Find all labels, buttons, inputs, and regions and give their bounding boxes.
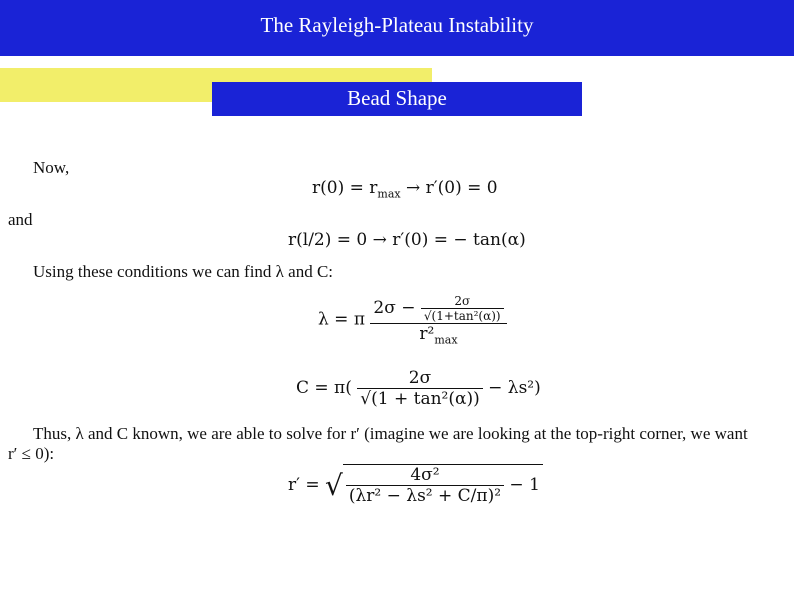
eq1-tail: → r′(0) = 0 <box>400 178 498 198</box>
eq3-inner-den: √(1+tan²(α)) <box>421 308 504 323</box>
eq3-inner-num: 2σ <box>454 294 471 308</box>
sqrt-icon: √ <box>325 469 343 502</box>
slide-title: The Rayleigh-Plateau Instability <box>0 0 794 56</box>
eq3-den-main: r² <box>419 324 435 344</box>
eq5-fraction <box>346 465 504 506</box>
text-and: and <box>8 210 33 229</box>
eq3-fraction <box>370 294 506 346</box>
equation-lambda <box>318 294 507 346</box>
eq3-inner-fraction <box>421 294 504 323</box>
eq5-radicand <box>343 464 543 506</box>
text-now: Now, <box>33 158 70 177</box>
eq4-denominator: √(1 + tan²(α)) <box>357 388 482 409</box>
text-using: Using these conditions we can find λ and C: <box>33 262 334 281</box>
eq3-denominator <box>370 323 506 346</box>
eq3-num-a: 2σ − <box>373 298 416 318</box>
eq5-denominator: (λr² − λs² + C/π)² <box>346 485 504 506</box>
eq4-lhs: C = π( <box>296 378 352 398</box>
section-title: Bead Shape <box>212 82 582 116</box>
eq5-numerator: 4σ² <box>410 465 440 485</box>
eq4-tail: − λs²) <box>488 378 541 398</box>
equation-c <box>296 368 541 409</box>
text-thus-2: r′ ≤ 0): <box>8 444 55 463</box>
eq1-sub: max <box>377 187 401 201</box>
eq3-lhs: λ = π <box>318 309 365 330</box>
eq5-tail: − 1 <box>509 475 540 495</box>
equation-boundary-1 <box>312 178 498 200</box>
text-thus: Thus, λ and C known, we are able to solve for r′ (imagine we are looking at the top-right corner, we want <box>33 424 748 443</box>
eq3-den-sub: max <box>434 333 458 347</box>
equation-r-prime <box>288 464 543 506</box>
eq1-main: r(0) = r <box>312 178 378 198</box>
eq3-numerator <box>370 294 506 323</box>
eq4-fraction <box>357 368 482 409</box>
eq4-numerator: 2σ <box>408 368 432 388</box>
eq5-lhs: r′ = <box>288 475 320 495</box>
equation-boundary-2: r(l/2) = 0 → r′(0) = − tan(α) <box>288 230 526 250</box>
